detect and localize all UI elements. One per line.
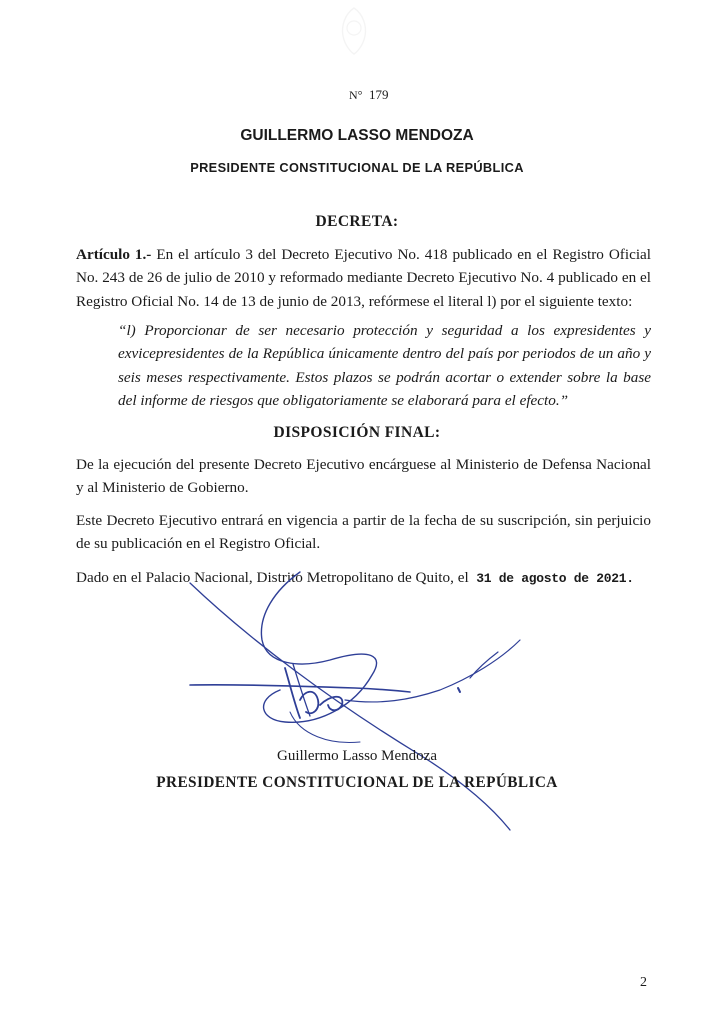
reform-quote: “l) Proporcionar de ser necesario protección y seguridad a los expresidentes y exvicepresidentes de la República únicamente dentro del país por periodos de un año y seis meses respectivamente. Estos plazos se podrán acortar o extender sobre la base del informe de riesgos que obligatoriamente se elaborará para el efecto.” [118,322,651,409]
coat-of-arms-watermark-icon [333,4,375,56]
validity-paragraph: Este Decreto Ejecutivo entrará en vigencia a partir de la fecha de su suscripción, sin perjuicio de su publicación en el Registro Oficial. [76,512,651,553]
given-at-text: Dado en el Palacio Nacional, Distrito Metropolitano de Quito, el [76,569,469,586]
article-1-text: En el artículo 3 del Decreto Ejecutivo No. 418 publicado en el Registro Oficial No. 243 de 26 de julio de 2010 y reformado mediante Decreto Ejecutivo No. 4 publicado en el Registro Oficial No. 14 de 13 de junio de 2013, refórmese el literal l) por el siguiente texto: [76,246,652,310]
decree-number-label: N° [349,88,363,102]
disposicion-final-heading: DISPOSICIÓN FINAL: [273,424,441,441]
signer-title: PRESIDENTE CONSTITUCIONAL DE LA REPÚBLICA [156,774,558,791]
president-name-heading: GUILLERMO LASSO MENDOZA [240,127,474,144]
signer-name: Guillermo Lasso Mendoza [277,748,437,764]
given-at-paragraph [76,566,676,590]
president-title-heading: PRESIDENTE CONSTITUCIONAL DE LA REPÚBLICA [190,160,524,175]
execution-paragraph: De la ejecución del presente Decreto Ejecutivo encárguese al Ministerio de Defensa Nacional y al Ministerio de Gobierno. [76,456,651,497]
article-1-paragraph [76,243,651,313]
decreta-heading: DECRETA: [315,213,399,230]
decree-number [349,87,388,103]
date-stamp: 31 de agosto de 2021. [476,571,634,586]
article-1-label: Artículo 1.- [76,246,152,263]
decree-number-value: 179 [368,87,389,102]
page-number: 2 [640,975,647,990]
